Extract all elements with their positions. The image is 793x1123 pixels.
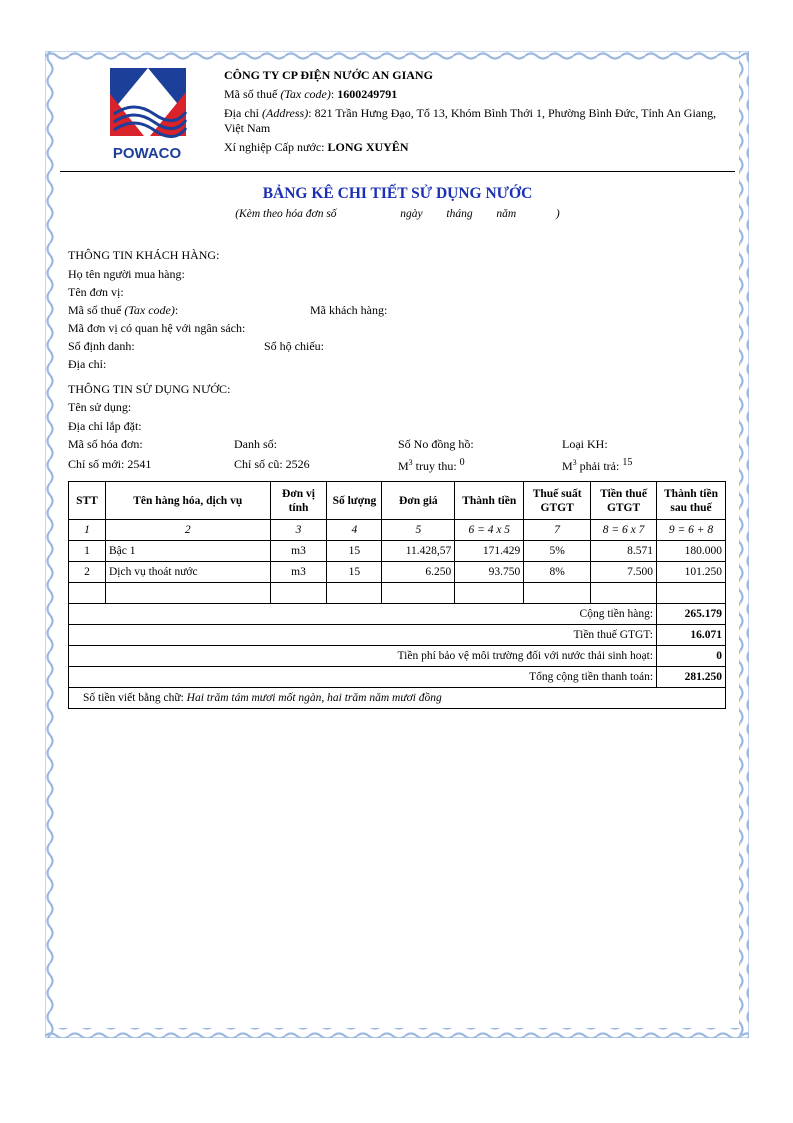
- grand-total-value: 281.250: [657, 667, 726, 688]
- table-row: 1 Bậc 1 m3 15 11.428,57 171.429 5% 8.571 180.000: [69, 541, 726, 562]
- header-cell: Số lượng: [327, 482, 382, 520]
- customer-address-label: Địa chỉ:: [68, 357, 107, 371]
- meter-label: Số No đồng hồ:: [398, 437, 474, 451]
- company-tax-code: 1600249791: [337, 87, 398, 101]
- old-index: Chỉ số cũ: 2526: [234, 457, 310, 471]
- company-info: [224, 66, 724, 157]
- m3-pay: $M^3$ phải trả: $^{15}$: [562, 457, 633, 473]
- table-header-row: [69, 482, 726, 520]
- company-logo: [104, 64, 190, 162]
- user-label: Tên sử dụng:: [68, 400, 132, 414]
- new-index: Chỉ số mới: 2541: [68, 457, 152, 471]
- company-branch-line: Xí nghiệp Cấp nước: LONG XUYÊN: [224, 140, 409, 154]
- subtotal-value: 265.179: [657, 604, 726, 625]
- header-cell: Tên hàng hóa, dịch vụ: [105, 482, 270, 520]
- grand-total-row: Tổng cộng tiền thanh toán: 281.250: [69, 667, 726, 688]
- m3-recover: $M^3$ truy thu: $^0$: [398, 457, 465, 473]
- company-branch: LONG XUYÊN: [327, 140, 409, 154]
- budget-code-label: Mã đơn vị có quan hệ với ngân sách:: [68, 321, 246, 335]
- amount-in-words: Hai trăm tám mươi mốt ngàn, hai trăm năm mươi đồng: [186, 692, 442, 704]
- header-divider: [60, 171, 735, 172]
- svg-text:POWACO: POWACO: [112, 145, 182, 162]
- company-address: 821 Trần Hưng Đạo, Tổ 13, Khóm Bình Thới 1, Phường Bình Đức, Tỉnh An Giang, Việt Nam: [224, 106, 717, 135]
- vat-row: Tiền thuế GTGT: 16.071: [69, 625, 726, 646]
- vat-value: 16.071: [657, 625, 726, 646]
- items-table: [68, 481, 726, 709]
- company-tax-line: Mã số thuế (Tax code): 1600249791: [224, 87, 398, 101]
- document-subtitle: (Kèm theo hóa đơn số ngày tháng năm ): [235, 208, 560, 220]
- header-cell: Thuế suất GTGT: [524, 482, 591, 520]
- env-fee-row: Tiền phí bảo vệ môi trường đối với nước thải sinh hoạt: 0: [69, 646, 726, 667]
- company-name: CÔNG TY CP ĐIỆN NƯỚC AN GIANG: [224, 68, 433, 82]
- table-row: 2 Dịch vụ thoát nước m3 15 6.250 93.750 8% 7.500 101.250: [69, 562, 726, 583]
- id-label: Số định danh:: [68, 339, 135, 353]
- company-address-line: Địa chỉ (Address): 821 Trần Hưng Đạo, Tổ 13, Khóm Bình Thới 1, Phường Bình Đức, Tỉnh An Giang, Việt Nam: [224, 106, 717, 135]
- buyer-label: Họ tên người mua hàng:: [68, 267, 185, 281]
- unit-label: Tên đơn vị:: [68, 285, 124, 299]
- table-index-row: 1 2 3 4 5 6 = 4 x 5 7 8 = 6 x 7 9 = 6 + 8: [69, 520, 726, 541]
- header-cell: Thành tiền sau thuế: [657, 482, 726, 520]
- install-address-label: Địa chỉ lắp đặt:: [68, 419, 142, 433]
- header-cell: Thành tiền: [455, 482, 524, 520]
- header-cell: Đơn vị tính: [270, 482, 327, 520]
- invoice-no-label: Mã số hóa đơn:: [68, 437, 143, 451]
- header-cell: Tiền thuế GTGT: [591, 482, 657, 520]
- header-cell: STT: [69, 482, 106, 520]
- usage-heading: THÔNG TIN SỬ DỤNG NƯỚC:: [68, 382, 231, 396]
- table-empty-row: [69, 583, 726, 604]
- env-fee-value: 0: [657, 646, 726, 667]
- subtotal-row: Cộng tiền hàng: 265.179: [69, 604, 726, 625]
- passport-label: Số hộ chiếu:: [264, 339, 324, 353]
- amount-in-words-label: Số tiền viết bằng chữ:: [83, 692, 184, 704]
- customer-tax-label: Mã số thuế (Tax code):: [68, 303, 179, 317]
- customer-code-label: Mã khách hàng:: [310, 303, 388, 317]
- roster-label: Danh số:: [234, 437, 277, 451]
- amount-in-words-row: [69, 688, 726, 709]
- customer-heading: THÔNG TIN KHÁCH HÀNG:: [68, 248, 220, 262]
- document-title: BẢNG KÊ CHI TIẾT SỬ DỤNG NƯỚC: [262, 185, 533, 202]
- header-cell: Đơn giá: [382, 482, 455, 520]
- customer-type-label: Loại KH:: [562, 437, 608, 451]
